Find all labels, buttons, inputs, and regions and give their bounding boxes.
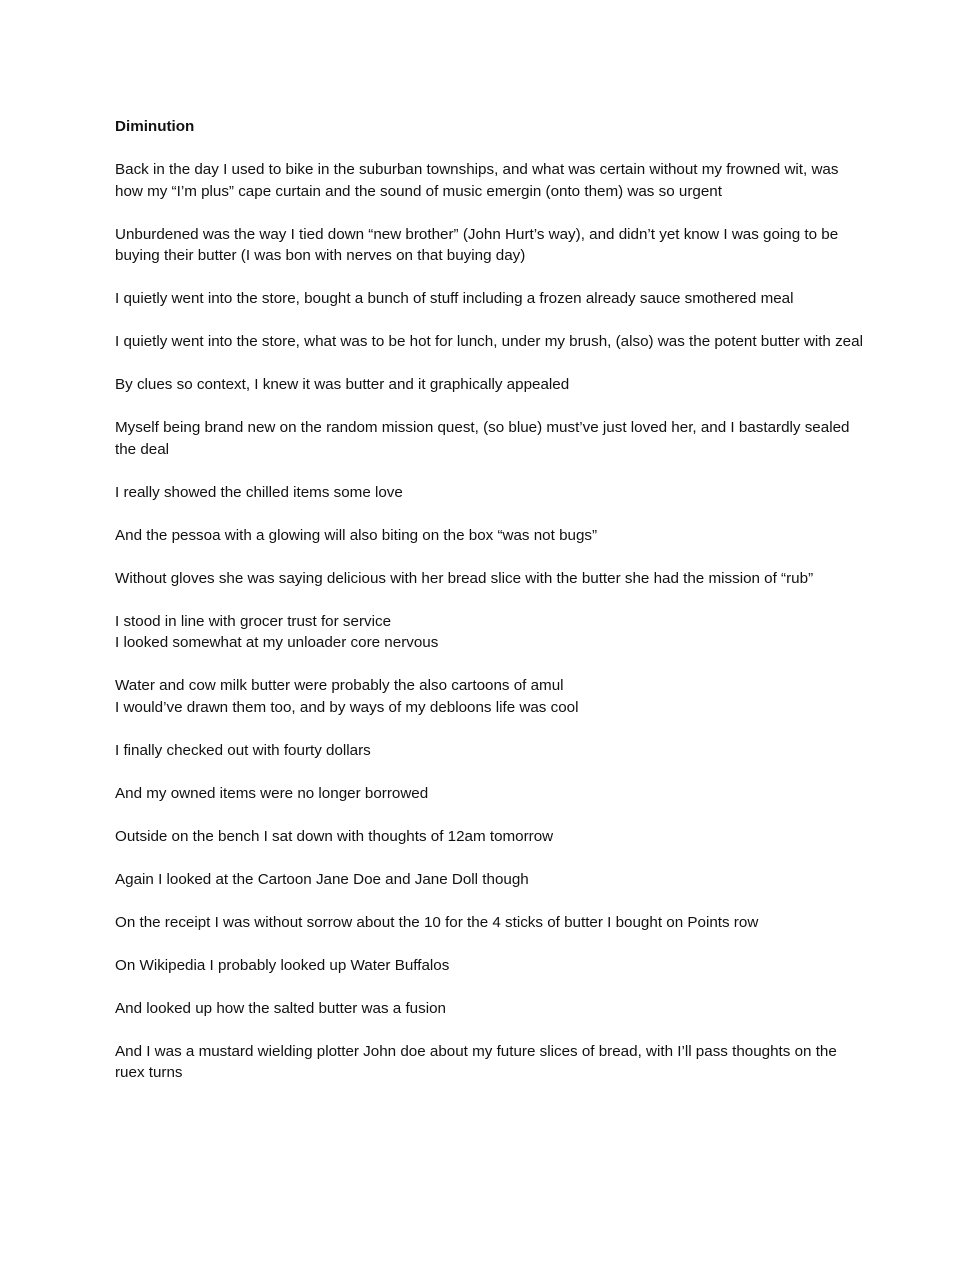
paragraph	[115, 159, 870, 202]
paragraph	[115, 783, 870, 805]
paragraph-line: I looked somewhat at my unloader core nervous	[115, 634, 439, 651]
paragraph-line: Back in the day I used to bike in the suburban townships, and what was certain without my frowned wit, was how my “I’m plus” cape curtain and the sound of music emergin (onto them) was so urgent	[115, 161, 839, 200]
document-body	[115, 116, 870, 1105]
paragraph	[115, 675, 870, 718]
paragraph-line: I really showed the chilled items some love	[115, 483, 403, 501]
paragraph	[115, 224, 870, 267]
paragraph-line: I quietly went into the store, bought a bunch of stuff including a frozen already sauce smothered meal	[115, 290, 794, 307]
paragraph-line: Myself being brand new on the random mission quest, (so blue) must’ve just loved her, and I bastardly sealed the deal	[115, 419, 850, 458]
paragraph	[115, 611, 870, 654]
paragraph-line: I finally checked out with fourty dollars	[115, 741, 371, 759]
paragraph-line: And looked up how the salted butter was a fusion	[115, 999, 446, 1017]
paragraph	[115, 417, 870, 460]
paragraph-line: I would’ve drawn them too, and by ways of my debloons life was cool	[115, 698, 579, 716]
paragraph-line: By clues so context, I knew it was butter and it graphically appealed	[115, 376, 570, 393]
paragraph	[115, 955, 870, 977]
paragraph	[115, 1041, 870, 1084]
paragraph-line: Unburdened was the way I tied down “new brother” (John Hurt’s way), and didn’t yet know I was going to be buying their butter (I was bon with nerves on that buying day)	[115, 225, 839, 264]
paragraph	[115, 912, 870, 934]
paragraph	[115, 525, 870, 547]
paragraph-line: And I was a mustard wielding plotter John doe about my future slices of bread, with I’ll pass thoughts on the ruex turns	[115, 1042, 837, 1081]
paragraph-line: And my owned items were no longer borrowed	[115, 784, 429, 802]
paragraph-line: Without gloves she was saying delicious with her bread slice with the butter she had the mission of “rub”	[115, 569, 814, 587]
paragraph-line: I stood in line with grocer trust for service	[115, 612, 392, 630]
paragraph	[115, 998, 870, 1020]
paragraph	[115, 568, 870, 590]
paragraph-line: And the pessoa with a glowing will also biting on the box “was not bugs”	[115, 526, 598, 544]
paragraph	[115, 374, 870, 396]
paragraph	[115, 740, 870, 762]
paragraph-line: On Wikipedia I probably looked up Water Buffalos	[115, 956, 450, 974]
paragraph-list	[115, 159, 870, 1084]
paragraph	[115, 331, 870, 353]
paragraph-line: I quietly went into the store, what was to be hot for lunch, under my brush, (also) was the potent butter with zeal	[115, 333, 863, 350]
paragraph-line: Outside on the bench I sat down with thoughts of 12am tomorrow	[115, 827, 554, 845]
paragraph-line: Again I looked at the Cartoon Jane Doe and Jane Doll though	[115, 870, 529, 888]
paragraph-line: On the receipt I was without sorrow about the 10 for the 4 sticks of butter I bought on Points row	[115, 913, 759, 931]
document-title: Diminution	[115, 118, 195, 135]
paragraph-line: Water and cow milk butter were probably the also cartoons of amul	[115, 677, 564, 694]
paragraph	[115, 288, 870, 310]
paragraph	[115, 869, 870, 891]
paragraph	[115, 482, 870, 504]
paragraph	[115, 826, 870, 848]
